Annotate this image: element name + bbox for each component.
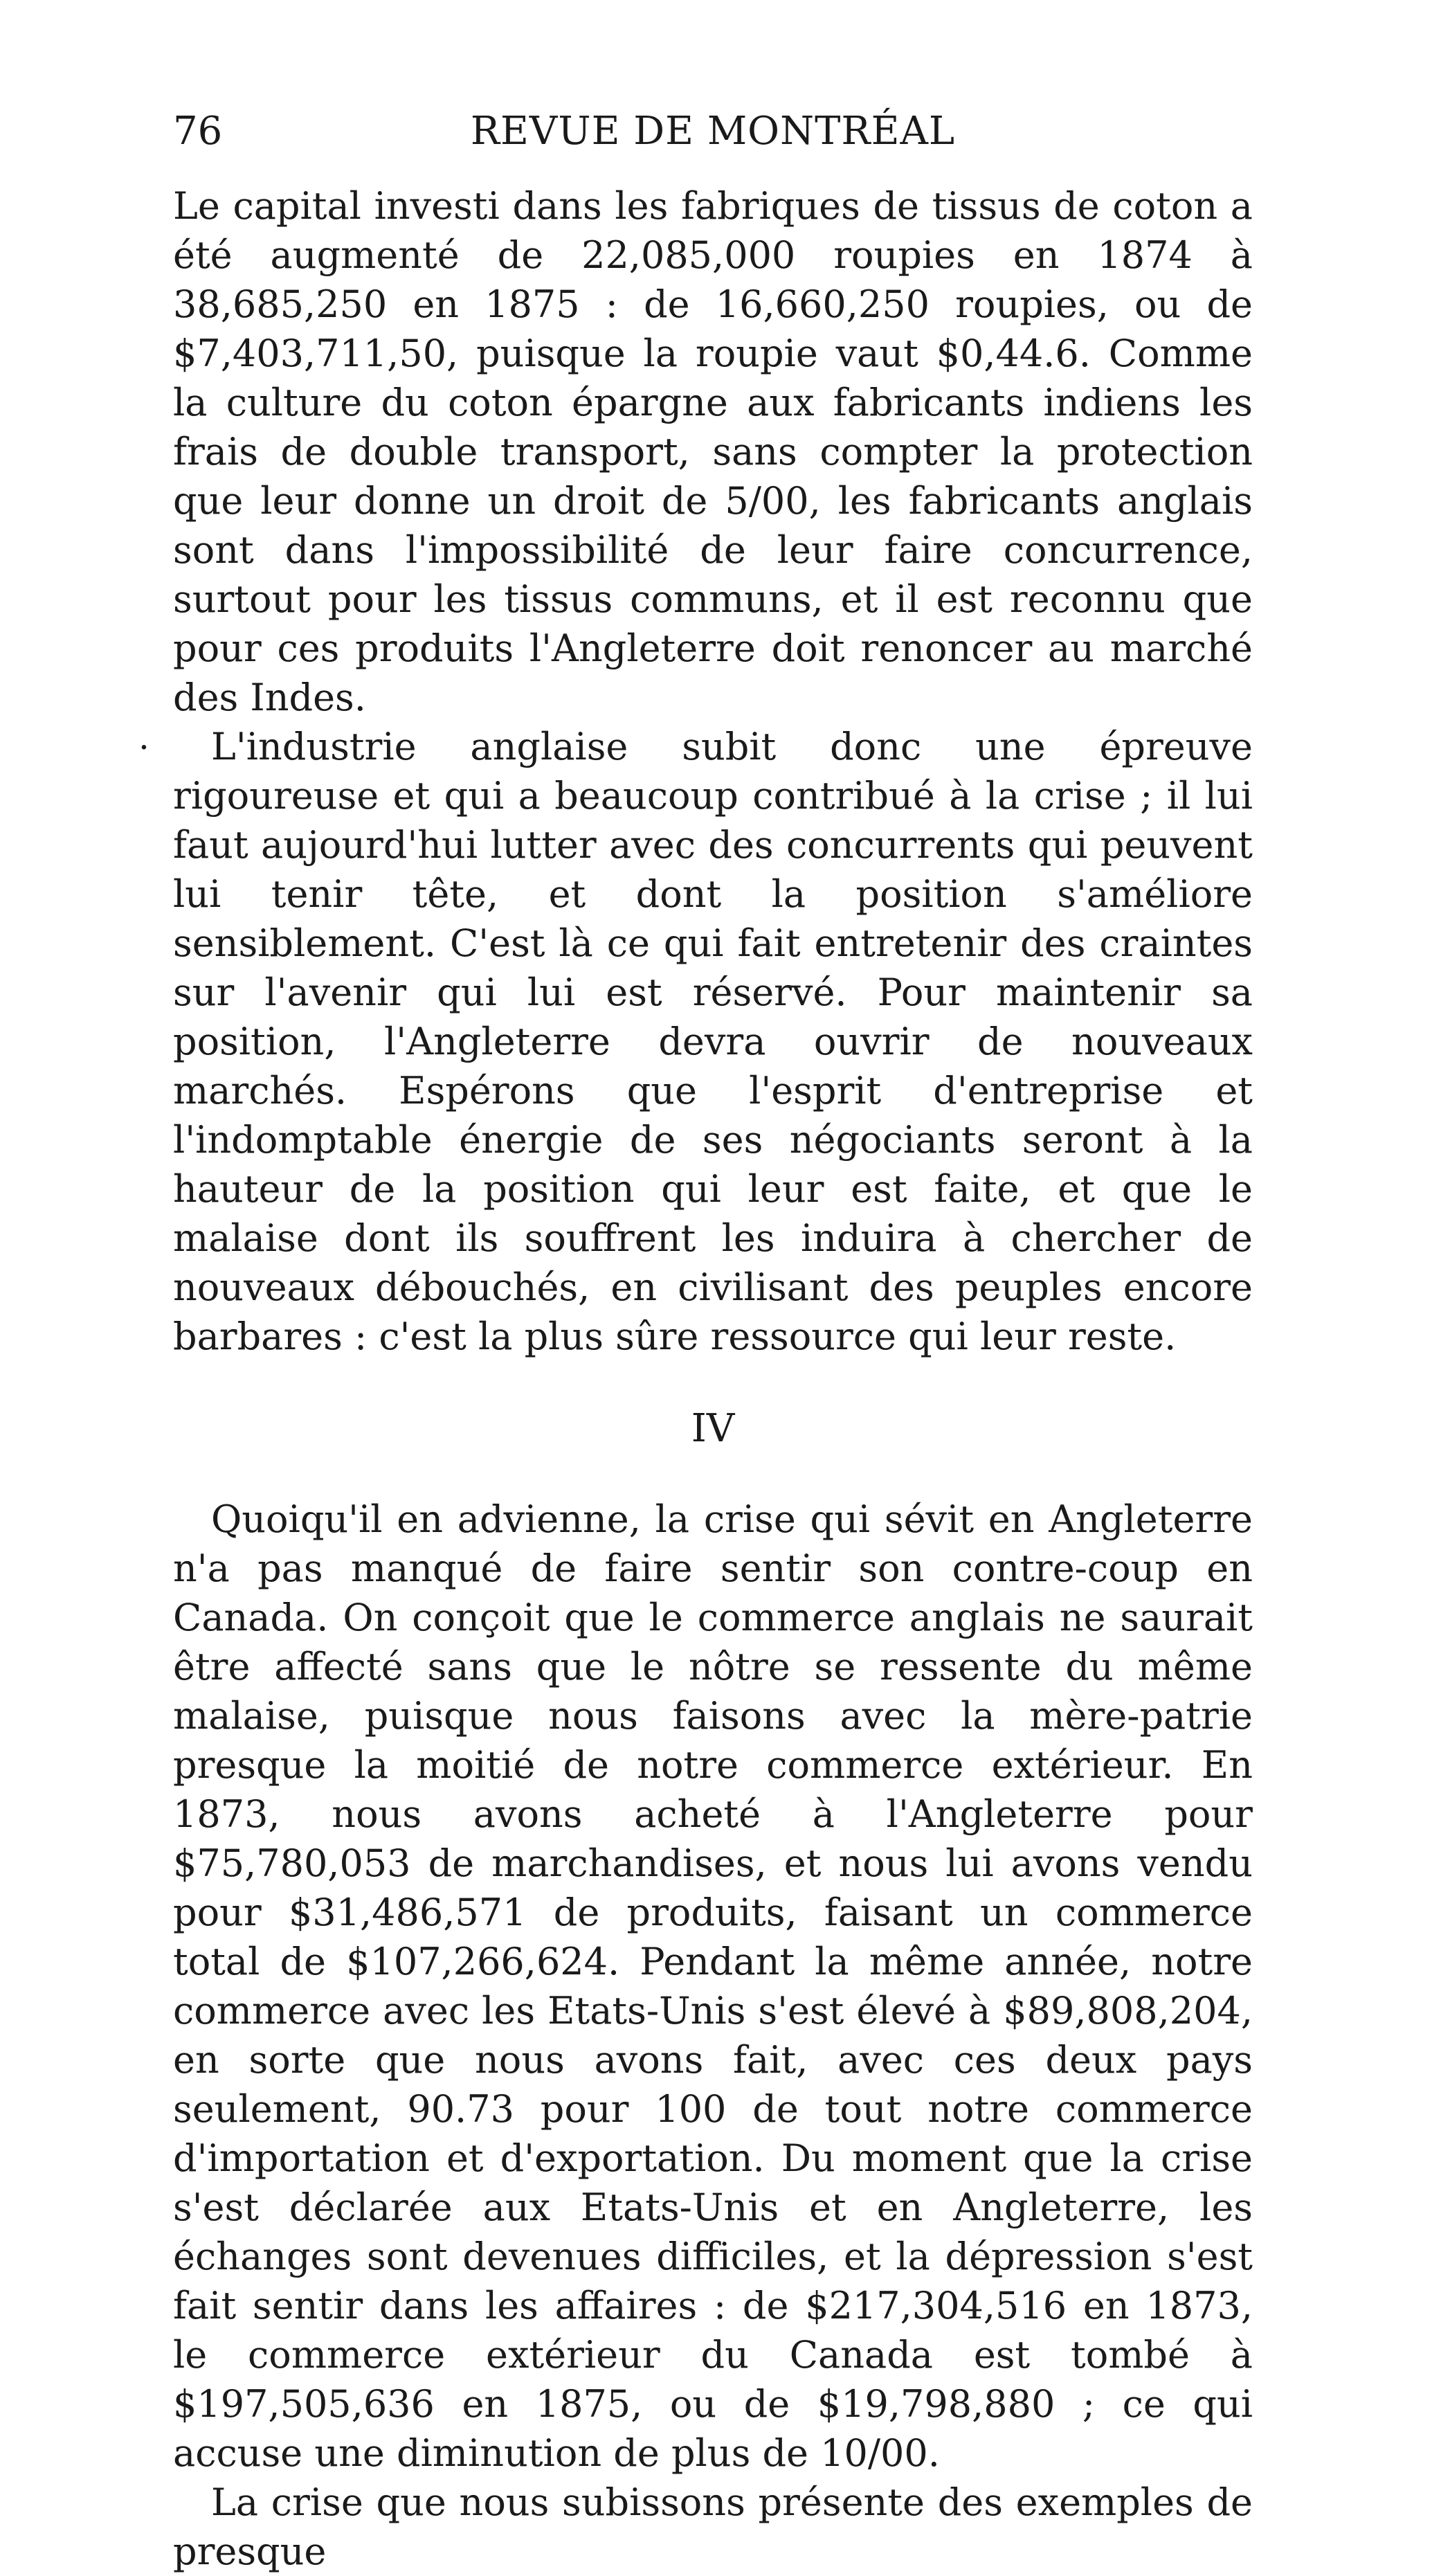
section-heading: IV bbox=[691, 1406, 735, 1451]
page-header bbox=[173, 104, 1253, 159]
paragraph-industrie: L'industrie anglaise subit donc une épreuve rigoureuse et qui a beaucoup contribué à la crise ; il lui faut aujourd'hui lutter avec des concurrents qui peuvent lui tenir tête, et dont la position s'améliore sensiblement. C'est là ce qui fait entretenir des craintes sur l'avenir qui lui est réservé. Pour maintenir sa position, l'Angleterre devra ouvrir de nouveaux marchés. Espérons que l'esprit d'entreprise et l'indomptable énergie de ses négociants seront à la hauteur de la position qui leur est faite, et que le malaise dont ils souffrent les induira à chercher de nouveaux débouchés, en civilisant des peuples encore barbares : c'est la plus sûre ressource qui leur reste. bbox=[173, 725, 1253, 1358]
margin-mark: . bbox=[138, 717, 149, 757]
running-title: REVUE DE MONTRÉAL bbox=[470, 109, 956, 154]
paragraph-crise: La crise que nous subissons présente des exemples de presque bbox=[173, 2480, 1253, 2573]
body-text bbox=[173, 181, 1253, 2576]
paragraph-quoiqu-il: Quoiqu'il en advienne, la crise qui sévit en Angleterre n'a pas manqué de faire sentir son contre-coup en Canada. On conçoit que le commerce anglais ne saurait être affecté sans que le nôtre se ressente du même malaise, puisque nous faisons avec la mère-patrie presque la moitié de notre commerce extérieur. En 1873, nous avons acheté à l'Angleterre pour $75,780,053 de marchandises, et nous lui avons vendu pour $31,486,571 de produits, faisant un commerce total de $107,266,624. Pendant la même année, notre commerce avec les Etats-Unis s'est élevé à $89,808,204, en sorte que nous avons fait, avec ces deux pays seulement, 90.73 pour 100 de tout notre commerce d'importation et d'exportation. Du moment que la crise s'est déclarée aux Etats-Unis et en Angleterre, les échanges sont devenues difficiles, et la dépression s'est fait sentir dans les affaires : de $217,304,516 en 1873, le commerce extérieur du Canada est tombé à $197,505,636 en 1875, ou de $19,798,880 ; ce qui accuse une diminution de plus de 10/00. bbox=[173, 1497, 1253, 2475]
page-number: 76 bbox=[173, 109, 223, 154]
paragraph-capital: Le capital investi dans les fabriques de tissus de coton a été augmenté de 22,085,000 roupies en 1874 à 38,685,250 en 1875 : de 16,660,250 roupies, ou de $7,403,711,50, puisque la roupie vaut $0,44.6. Comme la culture du coton épargne aux fabricants indiens les frais de double transport, sans compter la protection que leur donne un droit de 5/00, les fabricants anglais sont dans l'impossibilité de leur faire concurrence, surtout pour les tissus communs, et il est reconnu que pour ces produits l'Angleterre doit renoncer au marché des Indes. bbox=[173, 184, 1253, 719]
